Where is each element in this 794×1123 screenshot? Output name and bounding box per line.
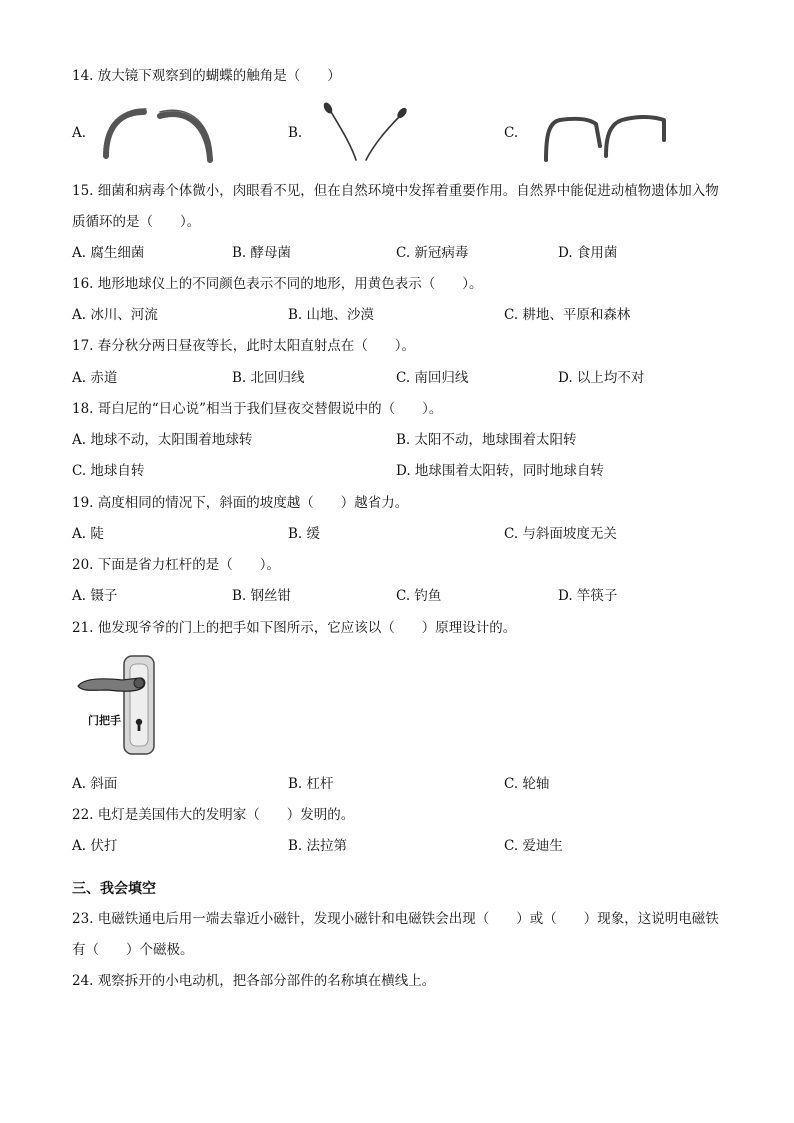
option-c: C. 爱迪生: [504, 838, 563, 854]
option-b: B. 法拉第: [288, 838, 348, 854]
option-b: B. 杠杆: [288, 776, 334, 792]
option-b: B. 缓: [288, 526, 321, 542]
option-a: A. 斜面: [72, 776, 118, 792]
question-15-options: [72, 243, 722, 263]
option-a: A. 腐生细菌: [72, 245, 145, 261]
option-b: B. 酵母菌: [232, 245, 292, 261]
comb-antennae-icon: [100, 102, 215, 164]
option-c: C. 地球自转: [72, 463, 145, 479]
option-c: C. 与斜面坡度无关: [504, 526, 617, 542]
option-c: C. 南回归线: [396, 370, 469, 386]
question-18-stem: 18. 哥白尼的“日心说”相当于我们昼夜交替假说中的（ ）。: [72, 401, 443, 417]
option-a: A. 冰川、河流: [72, 307, 158, 323]
question-18-options-row1: [72, 430, 722, 450]
option-c: C. 新冠病毒: [396, 245, 469, 261]
question-16-stem: 16. 地形地球仪上的不同颜色表示不同的地形，用黄色表示（ ）。: [72, 276, 483, 292]
question-23-stem: 23. 电磁铁通电后用一端去靠近小磁针，发现小磁针和电磁铁会出现（ ）或（ ）现象，这说明电磁铁有（ ）个磁极。: [72, 911, 719, 958]
clubbed-antennae-icon: [318, 100, 413, 166]
option-a: A. 伏打: [72, 838, 118, 854]
question-24-stem: 24. 观察拆开的小电动机，把各部分部件的名称填在横线上。: [72, 973, 436, 989]
question-17-stem: 17. 春分秋分两日昼夜等长，此时太阳直射点在（ ）。: [72, 338, 416, 354]
option-b: B. 山地、沙漠: [288, 307, 375, 323]
question-15-stem: 15. 细菌和病毒个体微小，肉眼看不见，但在自然环境中发挥着重要作用。自然界中能促进动植物遗体加入物质循环的是（ ）。: [72, 183, 719, 230]
option-c: C.: [504, 125, 519, 141]
question-20-stem: 20. 下面是省力杠杆的是（ ）。: [72, 557, 281, 573]
option-a: A. 陡: [72, 526, 104, 542]
option-a: A. 镊子: [72, 588, 118, 604]
question-21-stem: 21. 他发现爷爷的门上的把手如下图所示，它应该以（ ）原理设计的。: [72, 620, 517, 636]
option-a: A. 赤道: [72, 370, 118, 386]
question-19-stem: 19. 高度相同的情况下，斜面的坡度越（ ）越省力。: [72, 495, 409, 511]
door-handle-icon: [74, 652, 164, 758]
question-14-stem: 14. 放大镜下观察到的蝴蝶的触角是（ ）: [72, 68, 341, 84]
question-16-options: [72, 305, 722, 325]
option-a: A.: [72, 125, 87, 141]
option-d: D. 竿筷子: [558, 588, 618, 604]
option-b: B.: [288, 125, 303, 141]
option-c: C. 轮轴: [504, 776, 550, 792]
option-a: A. 地球不动，太阳围着地球转: [72, 432, 253, 448]
option-d: D. 以上均不对: [558, 370, 645, 386]
door-handle-label: 门把手: [88, 714, 121, 727]
question-19-options: [72, 524, 722, 544]
section-title: 三、我会填空: [72, 881, 156, 897]
question-18-options-row2: [72, 461, 722, 481]
option-b: B. 钢丝钳: [232, 588, 292, 604]
question-21-options: [72, 774, 722, 794]
option-b: B. 太阳不动，地球围着太阳转: [396, 432, 577, 448]
door-handle-figure: [74, 652, 164, 758]
option-c: C. 耕地、平原和森林: [504, 307, 631, 323]
option-c: C. 钓鱼: [396, 588, 442, 604]
question-20-options: [72, 586, 722, 606]
option-b: B. 北回归线: [232, 370, 305, 386]
question-17-options: [72, 368, 722, 388]
bent-antennae-icon: [540, 106, 670, 164]
option-d: D. 食用菌: [558, 245, 618, 261]
question-22-options: [72, 836, 722, 856]
question-22-stem: 22. 电灯是美国伟大的发明家（ ）发明的。: [72, 807, 355, 823]
option-d: D. 地球围着太阳转，同时地球自转: [396, 463, 604, 479]
